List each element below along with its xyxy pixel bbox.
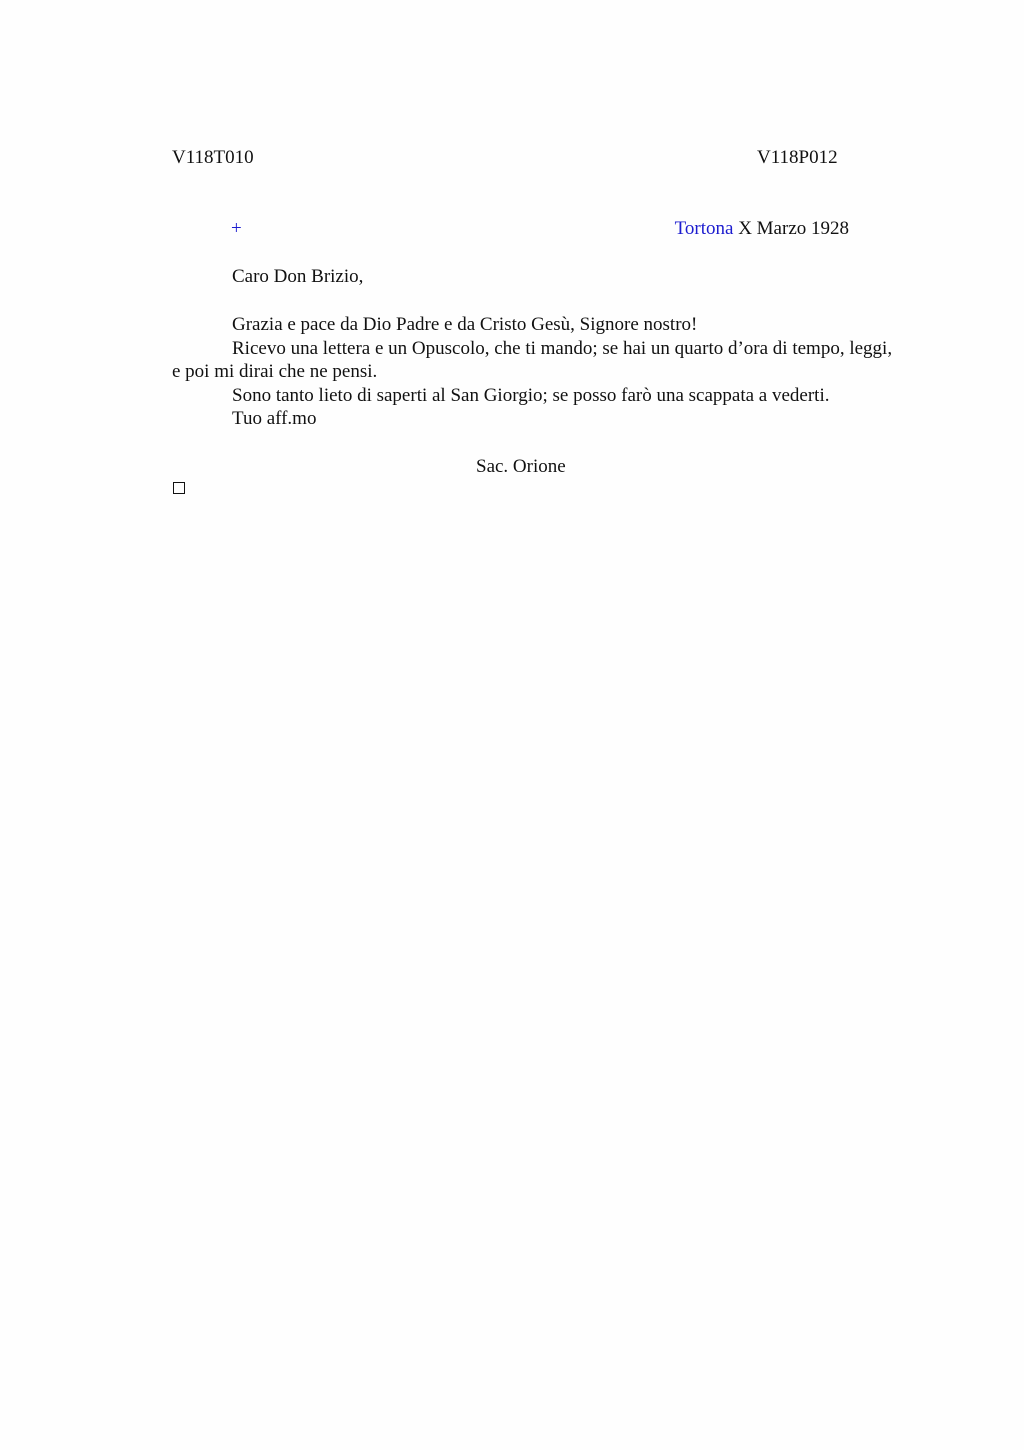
paragraph: Tuo aff.mo [232, 408, 317, 430]
dateline-place: Tortona [674, 218, 734, 239]
paragraph: Sono tanto lieto di saperti al San Giorgio; se posso farò una scappata a vederti. [232, 384, 830, 406]
signature: Sac. Orione [476, 456, 566, 477]
salutation: Caro Don Brizio, [232, 266, 364, 287]
cross-mark: + [231, 218, 242, 239]
header-right-code: V118P012 [757, 147, 838, 168]
letter-body [172, 313, 904, 431]
header-left-code: V118T010 [172, 147, 254, 168]
dateline [675, 217, 849, 241]
paragraph: Ricevo una lettera e un Opuscolo, che ti mando; se hai un quarto d’ora di tempo, leggi, e poi mi dirai che ne pensi. [172, 337, 893, 383]
dateline-date: X Marzo 1928 [738, 218, 849, 239]
paragraph: Grazia e pace da Dio Padre e da Cristo Gesù, Signore nostro! [232, 314, 698, 335]
end-of-document-box [173, 482, 185, 494]
